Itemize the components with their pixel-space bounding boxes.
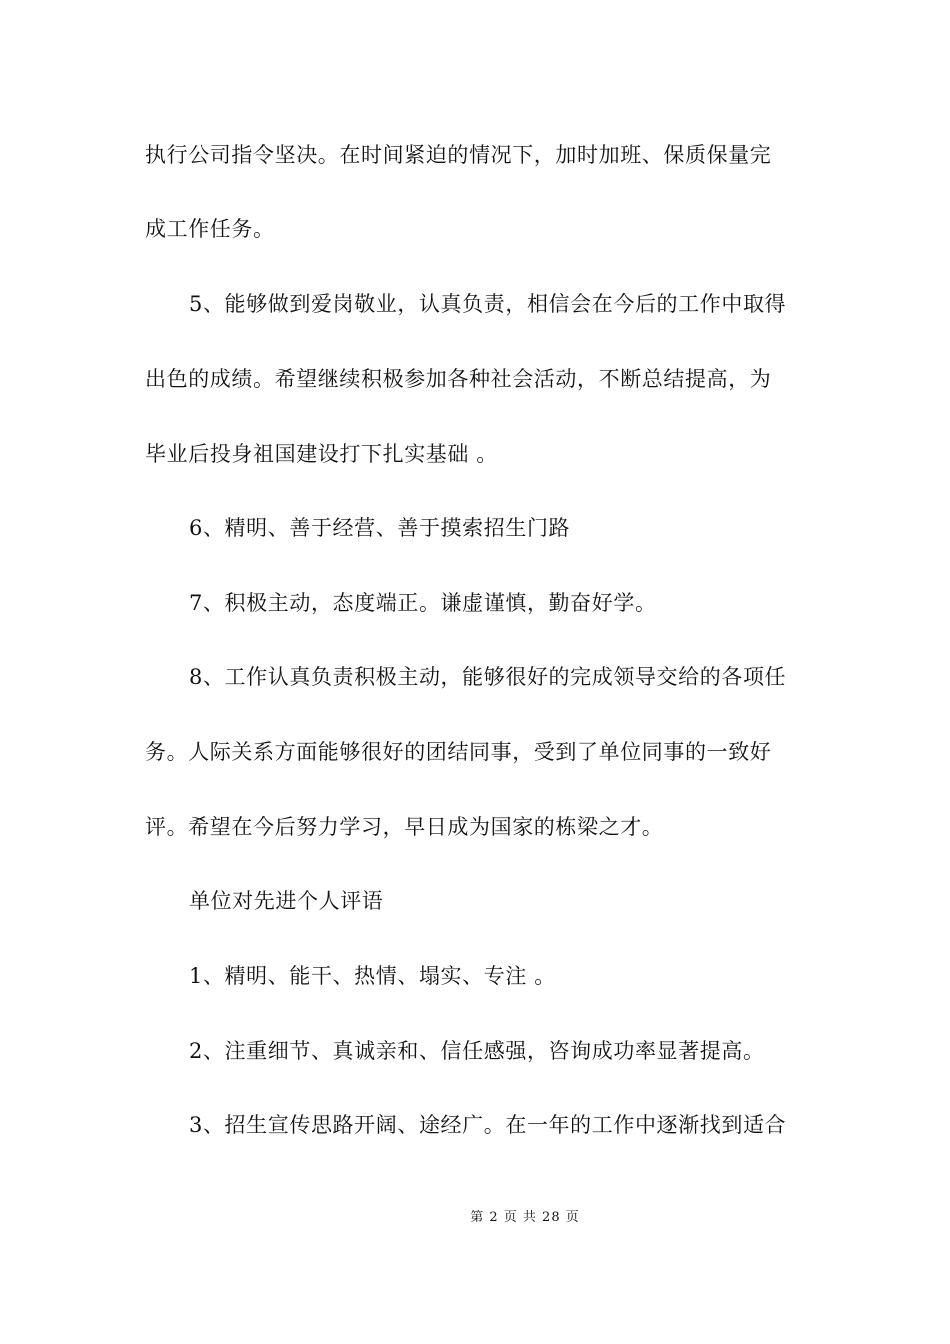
section-heading: 单位对先进个人评语 (189, 889, 384, 913)
text-line-7: 7、积极主动，态度端正。谦虚谨慎，勤奋好学。 (189, 591, 657, 615)
text-line-5: 毕业后投身祖国建设打下扎实基础 。 (145, 442, 498, 466)
text-line-9: 务。人际关系方面能够很好的团结同事，受到了单位同事的一致好 (145, 740, 772, 764)
text-line-8: 8、工作认真负责积极主动，能够很好的完成领导交给的各项任 (189, 665, 787, 689)
text-line-1: 执行公司指令坚决。在时间紧迫的情况下，加时加班、保质保量完 (145, 143, 772, 167)
text-line-13: 2、注重细节、真诚亲和、信任感强，咨询成功率显著提高。 (189, 1039, 765, 1063)
page-number-footer: 第 2 页 共 28 页 (470, 1210, 580, 1225)
text-line-10: 评。希望在今后努力学习，早日成为国家的栋梁之才。 (145, 815, 664, 839)
text-line-12: 1、精明、能干、热情、塌实、专注 。 (189, 964, 556, 988)
text-line-14: 3、招生宣传思路开阔、途经广。在一年的工作中逐渐找到适合 (189, 1113, 787, 1137)
text-line-6: 6、精明、善于经营、善于摸索招生门路 (189, 516, 571, 540)
text-line-3: 5、能够做到爱岗敬业，认真负责，相信会在今后的工作中取得 (189, 292, 787, 316)
text-line-4: 出色的成绩。希望继续积极参加各种社会活动，不断总结提高，为 (145, 367, 772, 391)
text-line-2: 成工作任务。 (145, 217, 275, 241)
